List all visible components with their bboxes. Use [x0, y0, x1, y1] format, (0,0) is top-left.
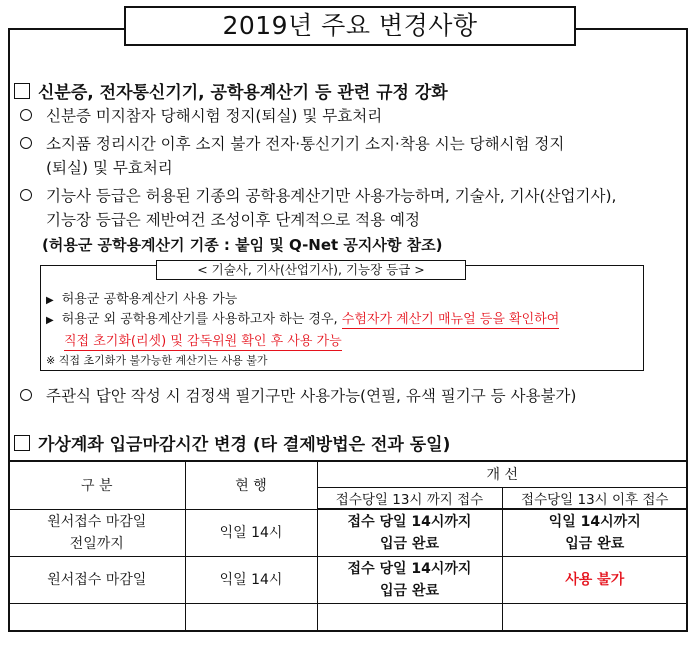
triangle-right-icon: ▶: [46, 315, 54, 326]
table-row: [9, 509, 687, 557]
header-improvement: 개 선: [317, 461, 687, 487]
grade-info-box-title: < 기술사, 기사(산업기사), 기능장 등급 >: [156, 260, 466, 280]
box-line3: 직접 초기화(리셋) 및 감독위원 확인 후 사용 가능: [64, 334, 342, 349]
square-outline-icon: [14, 435, 30, 451]
square-outline-icon: [14, 83, 30, 99]
header-sub-after-13: 접수당일 13시 이후 접수: [502, 487, 687, 509]
page-title: 2019년 주요 변경사항: [124, 6, 576, 46]
payment-deadline-table: [9, 460, 687, 632]
row2-current: 익일 14시: [185, 557, 317, 604]
section1-item1: 신분증 미지참자 당해시험 정지(퇴실) 및 무효처리: [20, 104, 382, 126]
row2-category: 원서접수 마감일: [9, 557, 185, 604]
table-row: [9, 557, 687, 604]
section1-item2-cont: (퇴실) 및 무효처리: [46, 159, 173, 177]
circle-outline-icon: [20, 137, 32, 149]
circle-outline-icon: [20, 389, 32, 401]
box-line1: ▶ 허용군 공학용계산기 사용 가능: [46, 292, 238, 307]
triangle-right-icon: ▶: [46, 295, 54, 306]
section2-heading: 가상계좌 입금마감시간 변경 (타 결제방법은 전과 동일): [14, 430, 450, 455]
row2-after-13: 사용 불가: [502, 557, 687, 604]
section1-reference: (허용군 공학용계산기 기종 : 붙임 및 Q-Net 공지사항 참조): [42, 236, 443, 254]
row1-current: 익일 14시: [185, 509, 317, 557]
table-spacer-row: [9, 604, 687, 633]
row1-category: 원서접수 마감일 전일까지: [9, 509, 185, 557]
section1-item4: 주관식 답안 작성 시 검정색 필기구만 사용가능(연필, 유색 필기구 등 사용불가): [20, 384, 576, 406]
box-note: ※ 직접 초기화가 불가능한 계산기는 사용 불가: [46, 354, 268, 367]
row2-before-13: 접수 당일 14시까지 입금 완료: [317, 557, 502, 604]
header-category: 구 분: [9, 461, 185, 509]
section1-item2: 소지품 정리시간 이후 소지 불가 전자·통신기기 소지·착용 시는 당해시험 정지: [20, 132, 564, 154]
circle-outline-icon: [20, 109, 32, 121]
row1-after-13: 익일 14시까지 입금 완료: [502, 509, 687, 557]
section1-heading: 신분증, 전자통신기기, 공학용계산기 등 관련 규정 강화: [14, 78, 448, 103]
box-line2: ▶ 허용군 외 공학용계산기를 사용하고자 하는 경우, 수험자가 계산기 매뉴얼 등을 확인하여: [46, 312, 560, 327]
circle-outline-icon: [20, 189, 32, 201]
section1-item3-cont: 기능장 등급은 제반여건 조성이후 단계적으로 적용 예정: [46, 211, 420, 229]
row1-before-13: 접수 당일 14시까지 입금 완료: [317, 509, 502, 557]
header-sub-before-13: 접수당일 13시 까지 접수: [317, 487, 502, 509]
header-current: 현 행: [185, 461, 317, 509]
section1-item3: 기능사 등급은 허용된 기종의 공학용계산기만 사용가능하며, 기술사, 기사(산업기사),: [20, 184, 616, 206]
